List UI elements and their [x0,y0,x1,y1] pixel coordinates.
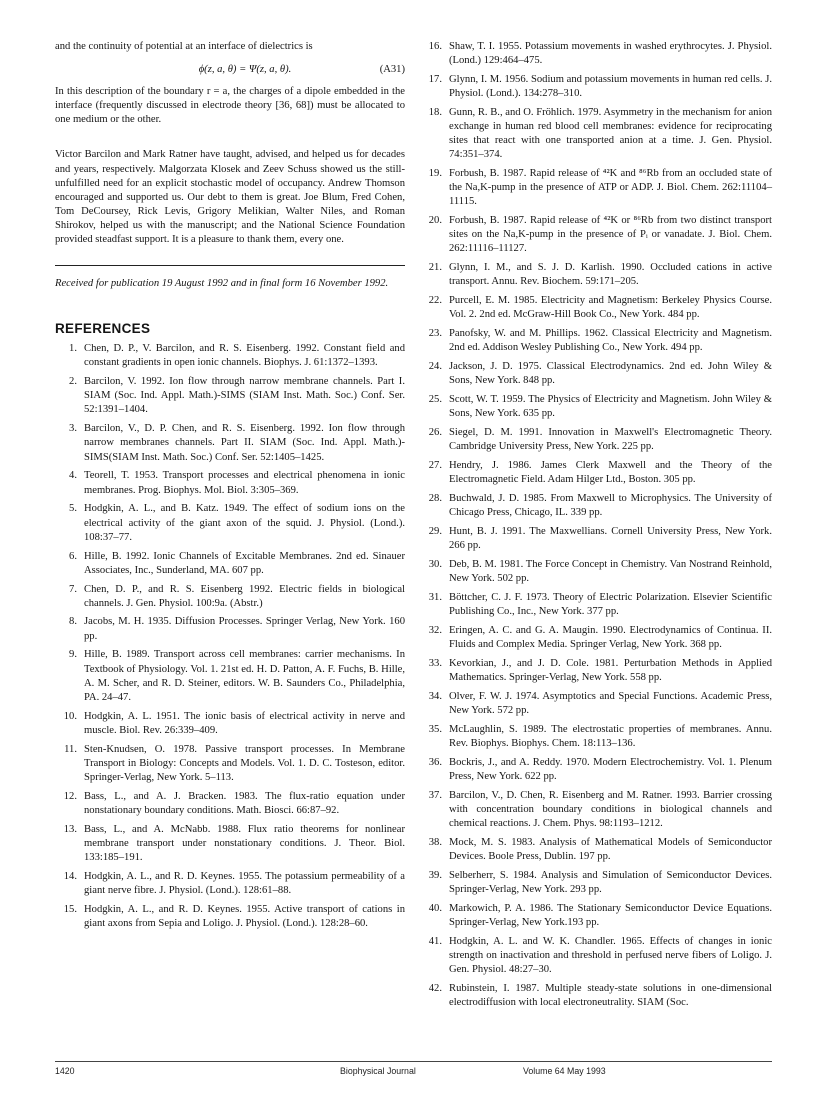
reference-number: 39. [428,870,442,882]
reference-number: 16. [428,41,442,52]
reference-number: 12. [63,790,77,802]
reference-item [55,583,405,611]
reference-list-right [420,40,772,1010]
received-note: Received for publication 19 August 1992 and in final form 16 November 1992. [55,265,405,291]
reference-number: 20. [428,215,442,227]
reference-item [420,459,772,487]
reference-item [55,469,405,497]
reference-text: Teorell, T. 1953. Transport processes and electrical phenomena in ionic membranes. Prog. Biophys. Mol. Biol. 3:305–369. [84,470,405,496]
reference-text: Hodgkin, A. L., and R. D. Keynes. 1955. The potassium permeability of a giant nerve fibre. J. Physiol. (Lond.). 128:61–88. [84,870,405,896]
reference-text: Böttcher, C. J. F. 1973. Theory of Electric Polarization. Elsevier Scientific Publishing Co., Inc., New York. 377 pp. [449,592,772,618]
reference-number: 24. [428,361,442,373]
reference-item [55,790,405,818]
reference-number: 40. [428,903,442,915]
page-number: 1420 [55,1066,75,1076]
reference-number: 14. [63,870,77,882]
reference-number: 4. [69,470,77,482]
right-column [420,40,772,1015]
reference-item [55,648,405,704]
reference-number: 6. [69,550,77,562]
intro-text: and the continuity of potential at an interface of dielectrics is [55,41,313,52]
reference-item [55,550,405,578]
reference-item [55,615,405,643]
reference-number: 18. [428,106,442,118]
reference-text: Hille, B. 1989. Transport across cell membranes: carrier mechanisms. In Textbook of Physiology. Vol. 1. 21st ed. H. D. Patton, A. F. Fuchs, B. Hille, A. M. Scher, and R. D. Steiner, editors. W. B. Saunders Co., Philadelphia, PA. 24–47. [84,649,405,703]
equation-number: (A31) [379,64,405,76]
reference-number: 30. [428,559,442,571]
reference-text: Barcilon, V., D. P. Chen, and R. S. Eisenberg. 1992. Ion flow through narrow membranes channels. Part II. SIAM (Soc. Ind. Appl. Math.)-SIMS(SIAM Inst. Math. Soc.) Conf. Ser. 52:1405–1425. [84,423,405,463]
reference-item [55,422,405,464]
equation-a31 [55,63,405,77]
reference-number: 38. [428,837,442,849]
reference-item [420,106,772,162]
reference-text: Glynn, I. M., and S. J. D. Karlish. 1990. Occluded cations in active transport. Annu. Rev. Biochem. 59:171–205. [449,262,772,288]
reference-text: Buchwald, J. D. 1985. From Maxwell to Microphysics. The University of Chicago Press, Chicago, IL. 339 pp. [449,493,772,519]
acknowledgment-paragraph: Victor Barcilon and Mark Ratner have taught, advised, and helped us for decades and years, respectively. Malgorzata Klosek and Zeev Schuss showed us the still-unfulfilled need for an explicit stochastic model of occupancy. Andrew Thomson encouraged and supported us. Our debt to them is great. Joe Blum, Fred Cohen, Tom DeCoursey, Rick Levis, Grigory Melikian, Walter Niles, and Roman Shirokov, helped us with the manuscript; and the National Science Foundation provided steadfast support. It is a pleasure to thank them, every one. [55,149,405,246]
reference-item [420,657,772,685]
reference-text: Mock, M. S. 1983. Analysis of Mathematical Models of Semiconductor Devices. Boole Press, Dublin. 197 pp. [449,837,772,863]
reference-number: 3. [69,423,77,435]
reference-text: Shaw, T. I. 1955. Potassium movements in washed erythrocytes. J. Physiol. (Lond.) 129:464–475. [449,41,772,67]
reference-item [420,167,772,209]
reference-text: Panofsky, W. and M. Phillips. 1962. Classical Electricity and Magnetism. 2nd ed. Addison Wesley Publishing Co., New York. 494 pp. [449,328,772,354]
reference-number: 8. [69,616,77,628]
equation-body: ϕ(z, a, θ) = Ψ(z, a, θ). [198,64,292,76]
reference-number: 42. [428,983,442,995]
reference-number: 17. [428,73,442,85]
reference-item [420,214,772,256]
reference-number: 41. [428,936,442,948]
boundary-paragraph: In this description of the boundary r = a, the charges of a dipole embedded in the interface (frequently discussed in electrode theory [36, 68]) must be allocated to one medium or the other. [55,86,405,126]
reference-number: 22. [428,295,442,307]
reference-text: Jacobs, M. H. 1935. Diffusion Processes. Springer Verlag, New York. 160 pp. [84,616,405,642]
reference-item [420,327,772,355]
reference-item [55,710,405,738]
reference-item [420,426,772,454]
reference-text: Jackson, J. D. 1975. Classical Electrodynamics. 2nd ed. John Wiley & Sons, New York. 848 pp. [449,361,772,387]
volume-info: Volume 64 May 1993 [523,1066,606,1076]
reference-item [55,342,405,370]
reference-number: 21. [428,262,442,274]
reference-item [420,935,772,977]
reference-text: Chen, D. P., and R. S. Eisenberg 1992. Electric fields in biological channels. J. Gen. Physiol. 100:9a. (Abstr.) [84,583,405,609]
reference-number: 9. [69,649,77,661]
reference-text: Hodgkin, A. L. and W. K. Chandler. 1965. Effects of changes in ionic strength on inactivation and threshold in perfused nerve fibers of Loligo. J. Gen. Physiol. 48:27–30. [449,936,772,976]
reference-text: Hodgkin, A. L., and B. Katz. 1949. The effect of sodium ions on the electrical activity of the giant axon of the squid. J. Physiol. (Lond.). 108:37–77. [84,503,405,543]
reference-number: 19. [428,168,442,180]
reference-item [420,360,772,388]
reference-text: Forbush, B. 1987. Rapid release of ⁴²K or ⁸⁶Rb from two distinct transport sites on the Na,K-pump in the presence of Pᵢ or vanadate. J. Biol. Chem. 262:11116–11127. [449,215,772,255]
reference-item [420,756,772,784]
reference-number: 28. [428,493,442,505]
reference-number: 37. [428,790,442,802]
reference-number: 5. [69,503,77,515]
reference-item [55,903,405,931]
reference-number: 10. [63,710,77,722]
reference-text: Glynn, I. M. 1956. Sodium and potassium movements in human red cells. J. Physiol. (Lond.). 134:278–310. [449,73,772,100]
reference-number: 29. [428,526,442,538]
reference-number: 32. [428,625,442,637]
reference-text: Sten-Knudsen, O. 1978. Passive transport processes. In Membrane Transport in Biology: Concepts and Models. Vol. 1. D. C. Tosteson, editor. Springer-Verlag, New York. 5–113. [84,743,405,783]
reference-text: Bockris, J., and A. Reddy. 1970. Modern Electrochemistry. Vol. 1. Plenum Press, New York. 622 pp. [449,757,772,783]
reference-item [55,375,405,417]
reference-text: Markowich, P. A. 1986. The Stationary Semiconductor Device Equations. Springer-Verlag, New York.193 pp. [449,903,772,929]
reference-text: Deb, B. M. 1981. The Force Concept in Chemistry. Van Nostrand Reinhold, New York. 502 pp. [449,559,772,585]
page-footer [55,1061,772,1080]
reference-item [420,591,772,619]
reference-item [420,836,772,864]
reference-text: Hunt, B. J. 1991. The Maxwellians. Cornell University Press, New York. 266 pp. [449,526,772,552]
reference-text: Barcilon, V. 1992. Ion flow through narrow membrane channels. Part I. SIAM (Soc. Ind. Appl. Math.)-SIMS (SIAM Inst. Math. Soc.) Conf. Ser. 52:1391–1404. [84,376,405,416]
reference-number: 33. [428,658,442,670]
reference-text: Bass, L., and A. J. Bracken. 1983. The flux-ratio equation under nonstationary boundary conditions. Math. Biosci. 66:87–92. [84,790,405,816]
reference-item [420,261,772,289]
reference-item [420,690,772,718]
left-column [55,40,405,936]
reference-text: Kevorkian, J., and J. D. Cole. 1981. Perturbation Methods in Applied Mathematics. Springer-Verlag, New York. 558 pp. [449,658,772,684]
reference-text: Scott, W. T. 1959. The Physics of Electricity and Magnetism. John Wiley & Sons, New York. 635 pp. [449,394,772,420]
reference-text: Hodgkin, A. L., and R. D. Keynes. 1955. Active transport of cations in giant axons from Sepia and Loligo. J. Physiol. (Lond.). 128:28–60. [84,903,405,929]
reference-text: Purcell, E. M. 1985. Electricity and Magnetism: Berkeley Physics Course. Vol. 2. 2nd ed. McGraw-Hill Book Co., New York. 484 pp. [449,295,772,321]
reference-item [55,870,405,898]
reference-number: 1. [69,343,77,355]
reference-text: Selberherr, S. 1984. Analysis and Simulation of Semiconductor Devices. Springer-Verlag, New York. 293 pp. [449,870,772,896]
reference-text: Hille, B. 1992. Ionic Channels of Excitable Membranes. 2nd ed. Sinauer Associates, Inc., Sunderland, MA. 607 pp. [84,550,405,576]
reference-item [55,502,405,544]
references-heading: REFERENCES [55,321,151,337]
reference-item [420,40,772,68]
reference-text: Siegel, D. M. 1991. Innovation in Maxwell's Electromagnetic Theory. Cambridge University Press, New York. 225 pp. [449,427,772,453]
reference-text: Chen, D. P., V. Barcilon, and R. S. Eisenberg. 1992. Constant field and constant gradients in open ionic channels. Biophys. J. 61:1372–1393. [84,343,405,369]
reference-number: 25. [428,394,442,406]
reference-number: 7. [69,583,77,595]
reference-text: McLaughlin, S. 1989. The electrostatic properties of membranes. Annu. Rev. Biophys. Biophys. Chem. 18:113–136. [449,724,772,750]
reference-item [420,73,772,101]
reference-item [420,558,772,586]
reference-number: 27. [428,460,442,472]
reference-list-left [55,342,405,931]
reference-number: 11. [64,743,77,755]
reference-text: Hodgkin, A. L. 1951. The ionic basis of electrical activity in nerve and muscle. Biol. Rev. 26:339–409. [84,710,405,736]
reference-item [420,624,772,652]
reference-item [420,294,772,322]
reference-number: 2. [69,376,77,388]
reference-text: Barcilon, V., D. Chen, R. Eisenberg and M. Ratner. 1993. Barrier crossing with concentration boundary conditions in biological channels and chemical reactions. J. Chem. Phys. 98:1193–1212. [449,790,772,830]
reference-number: 23. [428,328,442,340]
reference-item [420,393,772,421]
reference-number: 13. [63,823,77,835]
reference-number: 35. [428,724,442,736]
reference-text: Forbush, B. 1987. Rapid release of ⁴²K and ⁸⁶Rb from an occluded state of the Na,K-pump in the presence of ATP or ADP. J. Biol. Chem. 262:11104–11115. [449,168,772,208]
reference-text: Bass, L., and A. McNabb. 1988. Flux ratio theorems for nonlinear membrane transport under nonstationary conditions. J. Theor. Biol. 133:185–191. [84,823,405,863]
reference-item [420,902,772,930]
reference-item [420,492,772,520]
reference-text: Gunn, R. B., and O. Fröhlich. 1979. Asymmetry in the mechanism for anion exchange in human red blood cell membranes: evidence for reciprocating sites that react with one transported anion at a time. J. Gen. Physiol. 74:351–374. [449,106,772,161]
reference-text: Rubinstein, I. 1987. Multiple steady-state solutions in one-dimensional electrodiffusion with local electroneutrality. SIAM (Soc. [449,983,772,1009]
reference-number: 15. [63,903,77,915]
reference-number: 34. [428,691,442,703]
journal-name: Biophysical Journal [340,1066,416,1076]
reference-number: 31. [428,592,442,604]
reference-number: 26. [428,427,442,439]
reference-item [55,743,405,785]
reference-text: Olver, F. W. J. 1974. Asymptotics and Special Functions. Academic Press, New York. 572 pp. [449,691,772,717]
reference-item [420,525,772,553]
reference-item [420,869,772,897]
reference-text: Hendry, J. 1986. James Clerk Maxwell and the Theory of the Electromagnetic Field. Adam Hilger Ltd., Boston. 305 pp. [449,460,772,486]
reference-item [55,823,405,865]
reference-text: Eringen, A. C. and G. A. Maugin. 1990. Electrodynamics of Continua. II. Fluids and Complex Media. Springer Verlag, New York. 368 pp. [449,625,772,651]
reference-item [420,982,772,1010]
reference-item [420,723,772,751]
reference-item [420,789,772,831]
reference-number: 36. [428,757,442,769]
